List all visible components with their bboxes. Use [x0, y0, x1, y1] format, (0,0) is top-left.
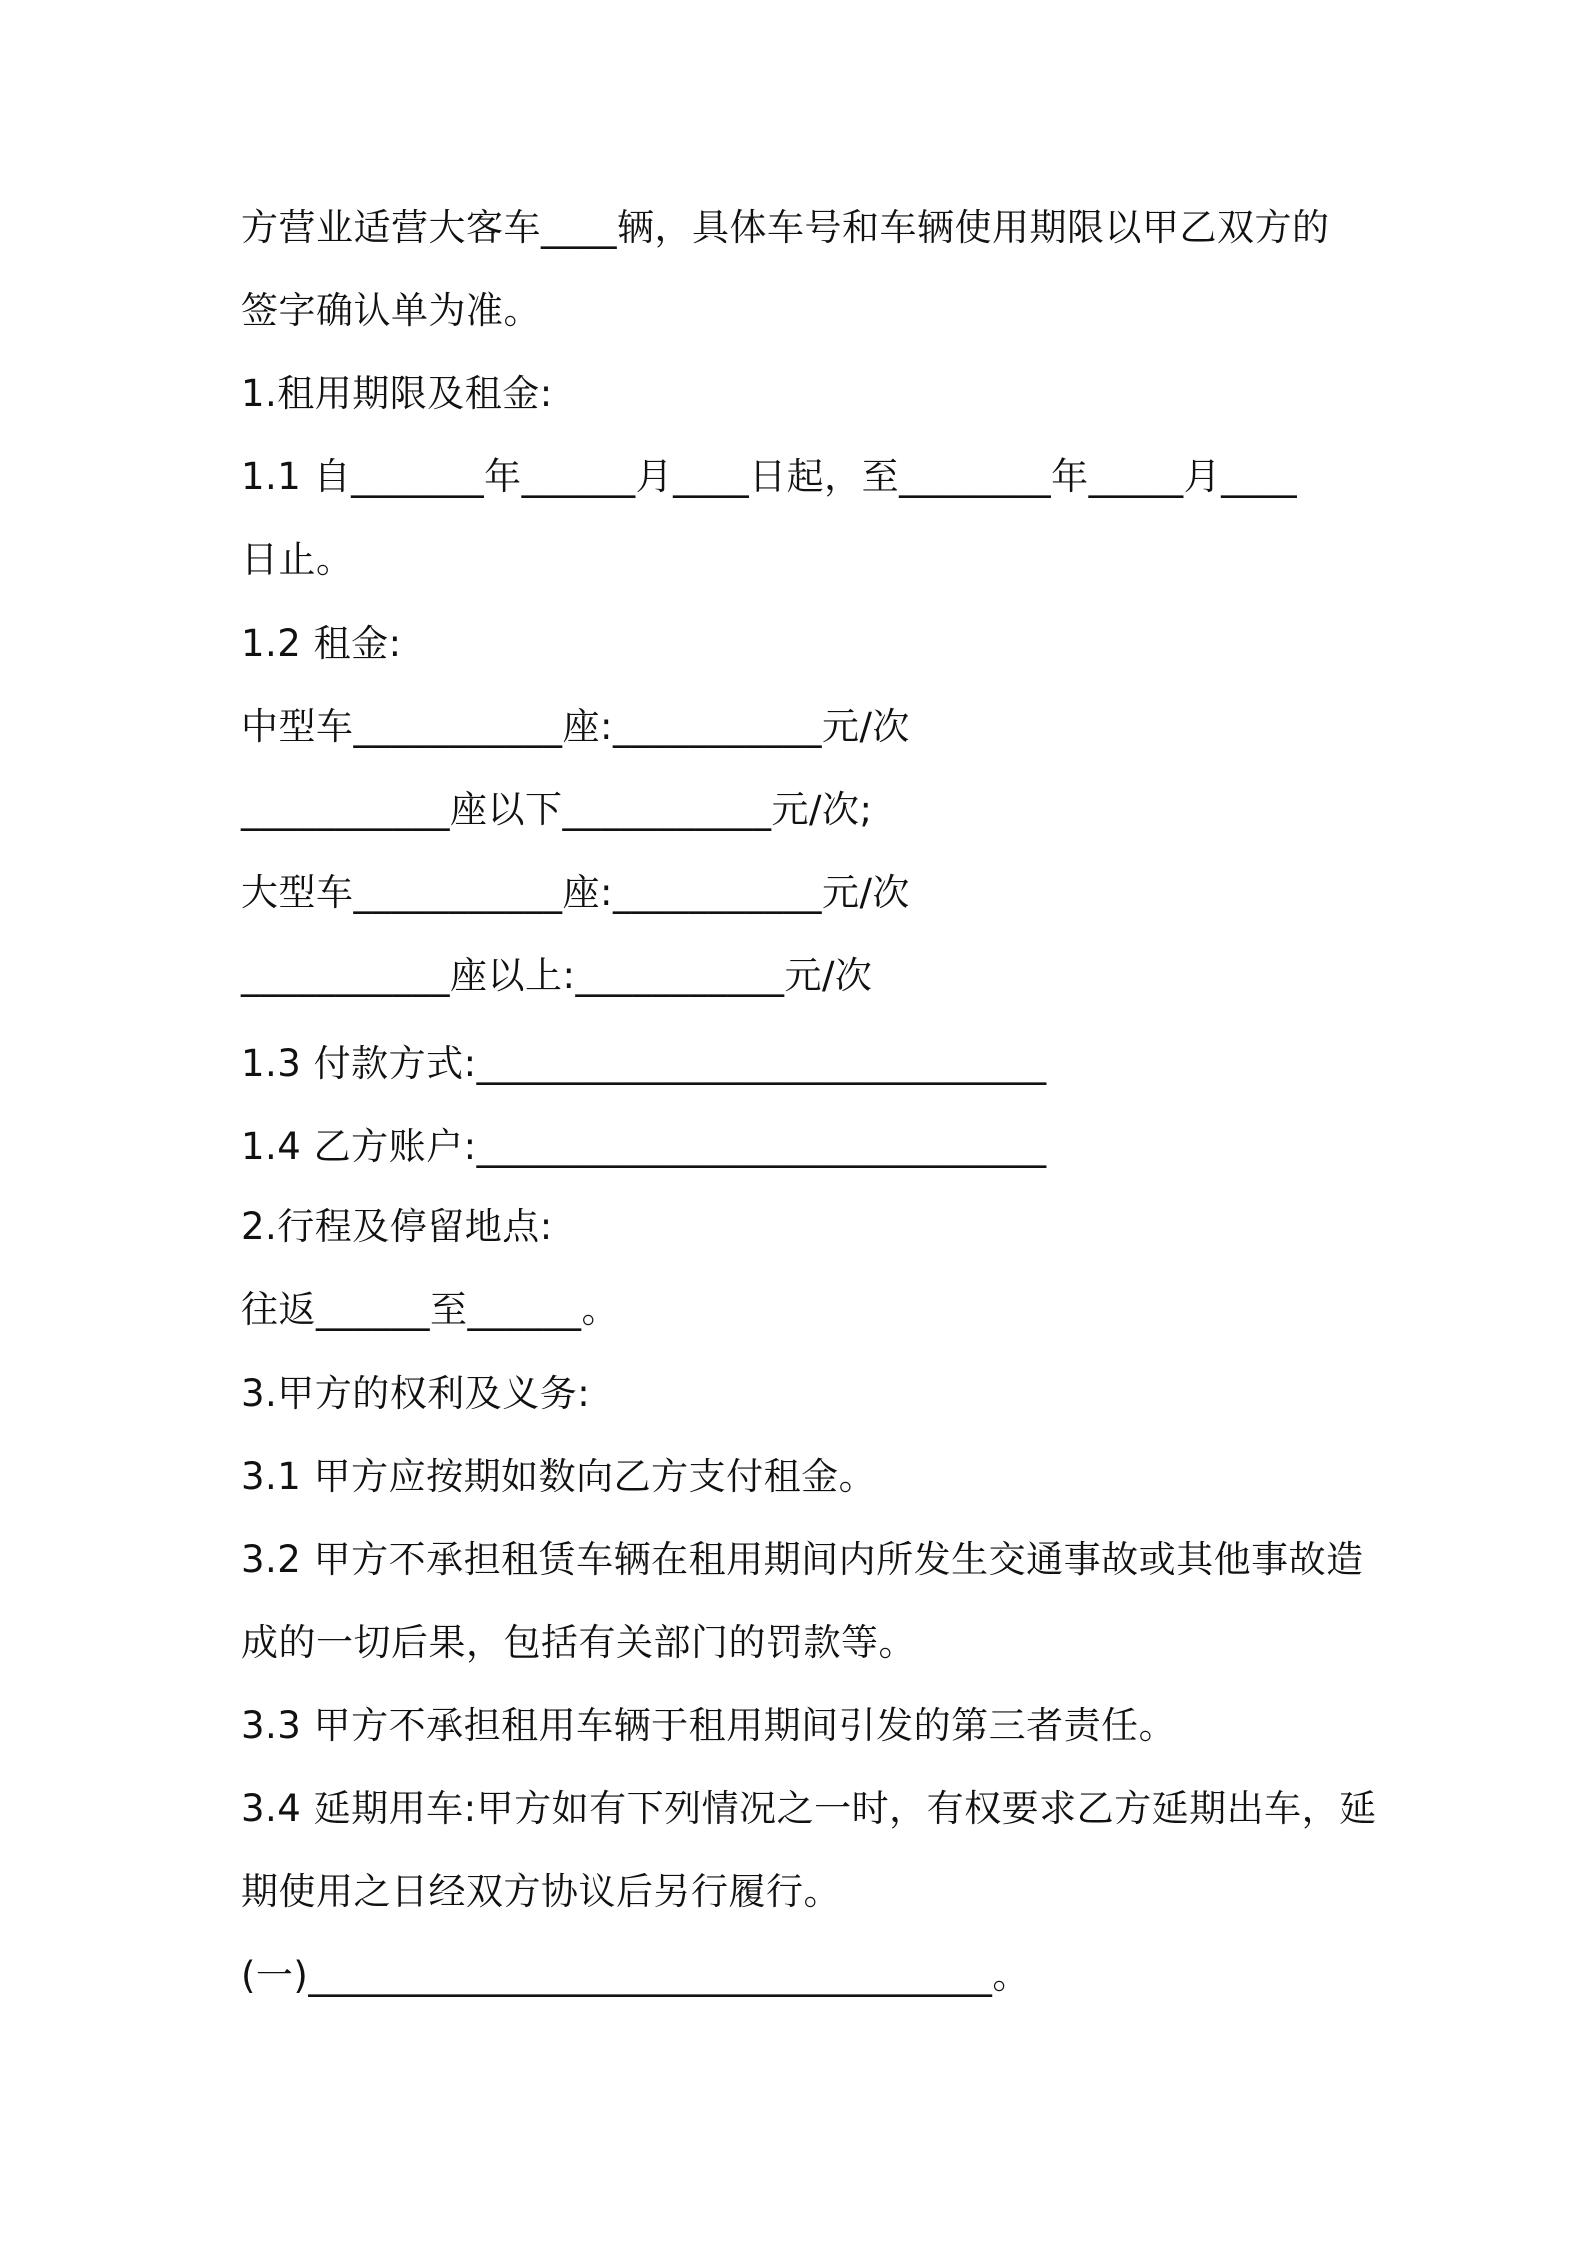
section-heading-1: 1.租用期限及租金:: [241, 372, 553, 415]
text-line-10: ___________座以上:___________元/次: [241, 954, 873, 997]
text-line-5: 日止。: [241, 538, 354, 581]
text-line-20: 3.4 延期用车:甲方如有下列情况之一时，有权要求乙方延期出车，延: [241, 1787, 1377, 1830]
text-line-7: 中型车___________座:___________元/次: [241, 705, 910, 748]
text-line-6: 1.2 租金:: [241, 622, 402, 665]
text-line-16: 3.1 甲方应按期如数向乙方支付租金。: [241, 1455, 877, 1498]
section-heading-2: 2.行程及停留地点:: [241, 1205, 553, 1248]
text-line-19: 3.3 甲方不承担租用车辆于租用期间引发的第三者责任。: [241, 1704, 1177, 1747]
text-line-2: 签字确认单为准。: [241, 289, 541, 332]
text-line-1: 方营业适营大客车____辆，具体车号和车辆使用期限以甲乙双方的: [241, 206, 1330, 249]
text-line-22: (一)____________________________________。: [241, 1954, 1030, 1997]
text-line-8: ___________座以下___________元/次;: [241, 788, 873, 831]
text-line-14: 往返______至______。: [241, 1288, 619, 1331]
text-line-11: 1.3 付款方式:______________________________: [241, 1042, 1047, 1085]
text-line-18: 成的一切后果，包括有关部门的罚款等。: [241, 1621, 916, 1664]
text-line-17: 3.2 甲方不承担租赁车辆在租用期间内所发生交通事故或其他事故造: [241, 1538, 1364, 1581]
text-line-9: 大型车___________座:___________元/次: [241, 871, 910, 914]
text-line-4: 1.1 自_______年______月____日起，至________年_____月____: [241, 455, 1298, 498]
text-line-12: 1.4 乙方账户:______________________________: [241, 1125, 1047, 1168]
section-heading-3: 3.甲方的权利及义务:: [241, 1372, 591, 1415]
text-line-21: 期使用之日经双方协议后另行履行。: [241, 1870, 841, 1913]
